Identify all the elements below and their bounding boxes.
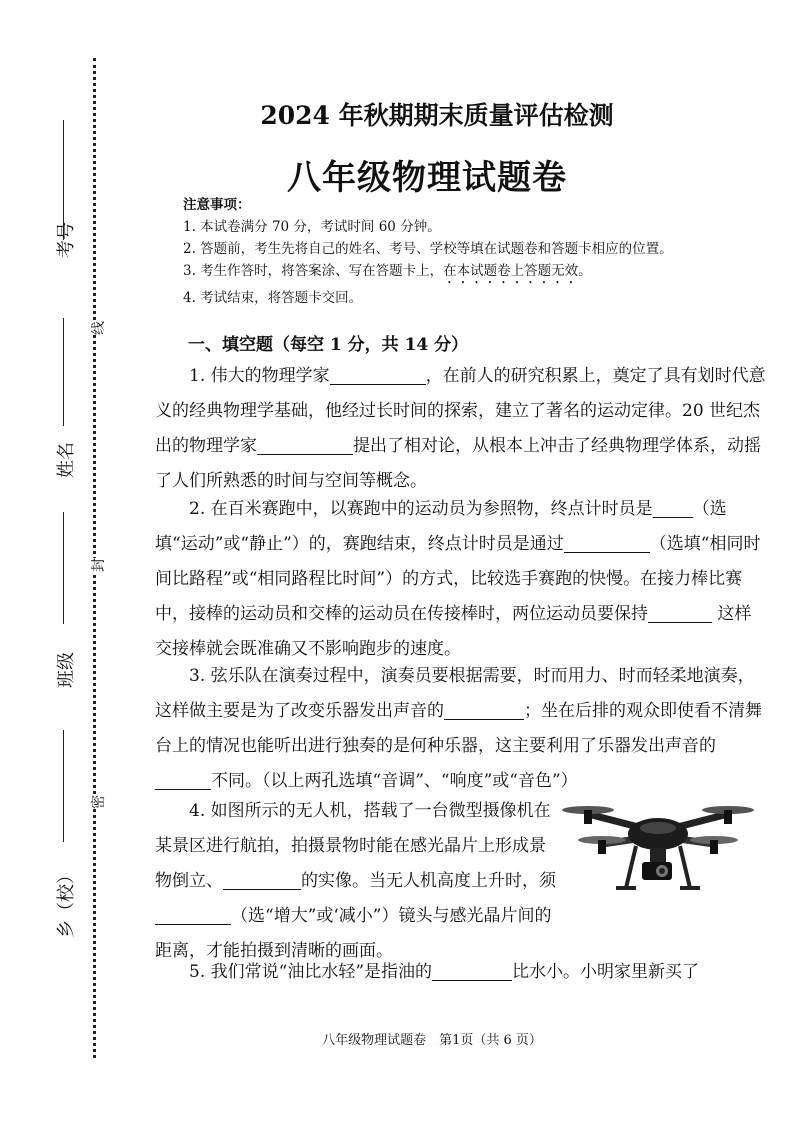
notes-block [183, 194, 763, 309]
page-footer: 八年级物理试题卷 第1页（共 6 页） [322, 1033, 542, 1048]
question-4: 4. 如图所示的无人机，搭载了一台微型摄像机在某景区进行航拍，拍摄景物时能在感光晶片上形成景物倒立、 的实像。当无人机高度上升时，须（选“增大”或‘减小”）镜头与感光晶片间的距离，才能拍摄到清晰的画面。 [155, 801, 556, 961]
drone-image [560, 792, 756, 896]
exam-number-label: 考号 [56, 222, 77, 258]
notes-item-3: 3. 考生作答时，将答案涂、写在答题卡上，在本试题卷上答题无效。 [183, 263, 592, 279]
exam-title: 2024 年秋期期末质量评估检测 [260, 101, 614, 130]
name-label: 姓名 [56, 442, 77, 478]
answer-blank [564, 532, 650, 553]
emphasis-text: 在本试题卷上答题无效 [443, 263, 579, 279]
notes-item-4: 4. 考试结束，将答题卡交回。 [183, 290, 363, 306]
notes-item-2: 2. 答题前，考生先将自己的姓名、考号、学校等填在试题卷和答题卡相应的位置。 [183, 241, 673, 257]
seal-char-line: 线 [86, 321, 110, 335]
answer-blank [257, 434, 353, 455]
question-2: 2. 在百米赛跑中，以赛跑中的运动员为参照物，终点计时员是 （选填“运动”或“静止”）的，赛跑结束，终点计时员是通过 （选填“相同时间比路程”或“相同路程比时间”）的方式，比较选手赛跑的快慢。在接力棒比赛中，接棒的运动员和交棒的运动员在传接棒时，两位运动员要保持 这样交接棒就会既准确又不影响跑步的速度。 [155, 499, 761, 659]
exam-subtitle: 八年级物理试题卷 [287, 158, 567, 198]
answer-blank [155, 769, 211, 790]
answer-blank [648, 602, 712, 623]
answer-blank [653, 497, 693, 518]
answer-blank [444, 699, 524, 720]
answer-blank [330, 364, 426, 385]
notes-item-1: 1. 本试卷满分 70 分，考试时间 60 分钟。 [183, 219, 441, 235]
seal-char-seal: 封 [86, 558, 110, 572]
class-line [63, 512, 64, 624]
name-line [63, 318, 64, 426]
notes-title: 注意事项： [183, 197, 251, 213]
answer-blank [223, 869, 301, 890]
answer-blank [432, 960, 512, 981]
question-3: 3. 弦乐队在演奏过程中，演奏员要根据需要，时而用力、时而轻柔地演奏，这样做主要是为了改变乐器发出声音的 ；坐在后排的观众即使看不清舞台上的情况也能听出进行独奏的是何种乐器，这主要利用了乐器发出声音的不同。（以上两孔选填“音调”、“响度”或“音色”） [155, 666, 762, 791]
section-title: 一、填空题（每空 1 分，共 14 分） [188, 335, 469, 355]
class-label: 班级 [56, 652, 77, 688]
question-1: 1. 伟大的物理学家 ，在前人的研究积累上，奠定了具有划时代意义的经典物理学基础，他经过长时间的探索，建立了著名的运动定律。20 世纪杰出的物理学家 提出了相对论，从根本上冲击了经典物理学体系，动摇了人们所熟悉的时间与空间等概念。 [155, 366, 766, 491]
question-5: 5. 我们常说“油比水轻”是指油的 比水小。小明家里新买了 [189, 962, 700, 982]
answer-blank [155, 904, 231, 925]
school-line [63, 730, 64, 842]
school-label: 乡（校） [56, 866, 77, 938]
seal-char-secret: 密 [86, 795, 110, 809]
